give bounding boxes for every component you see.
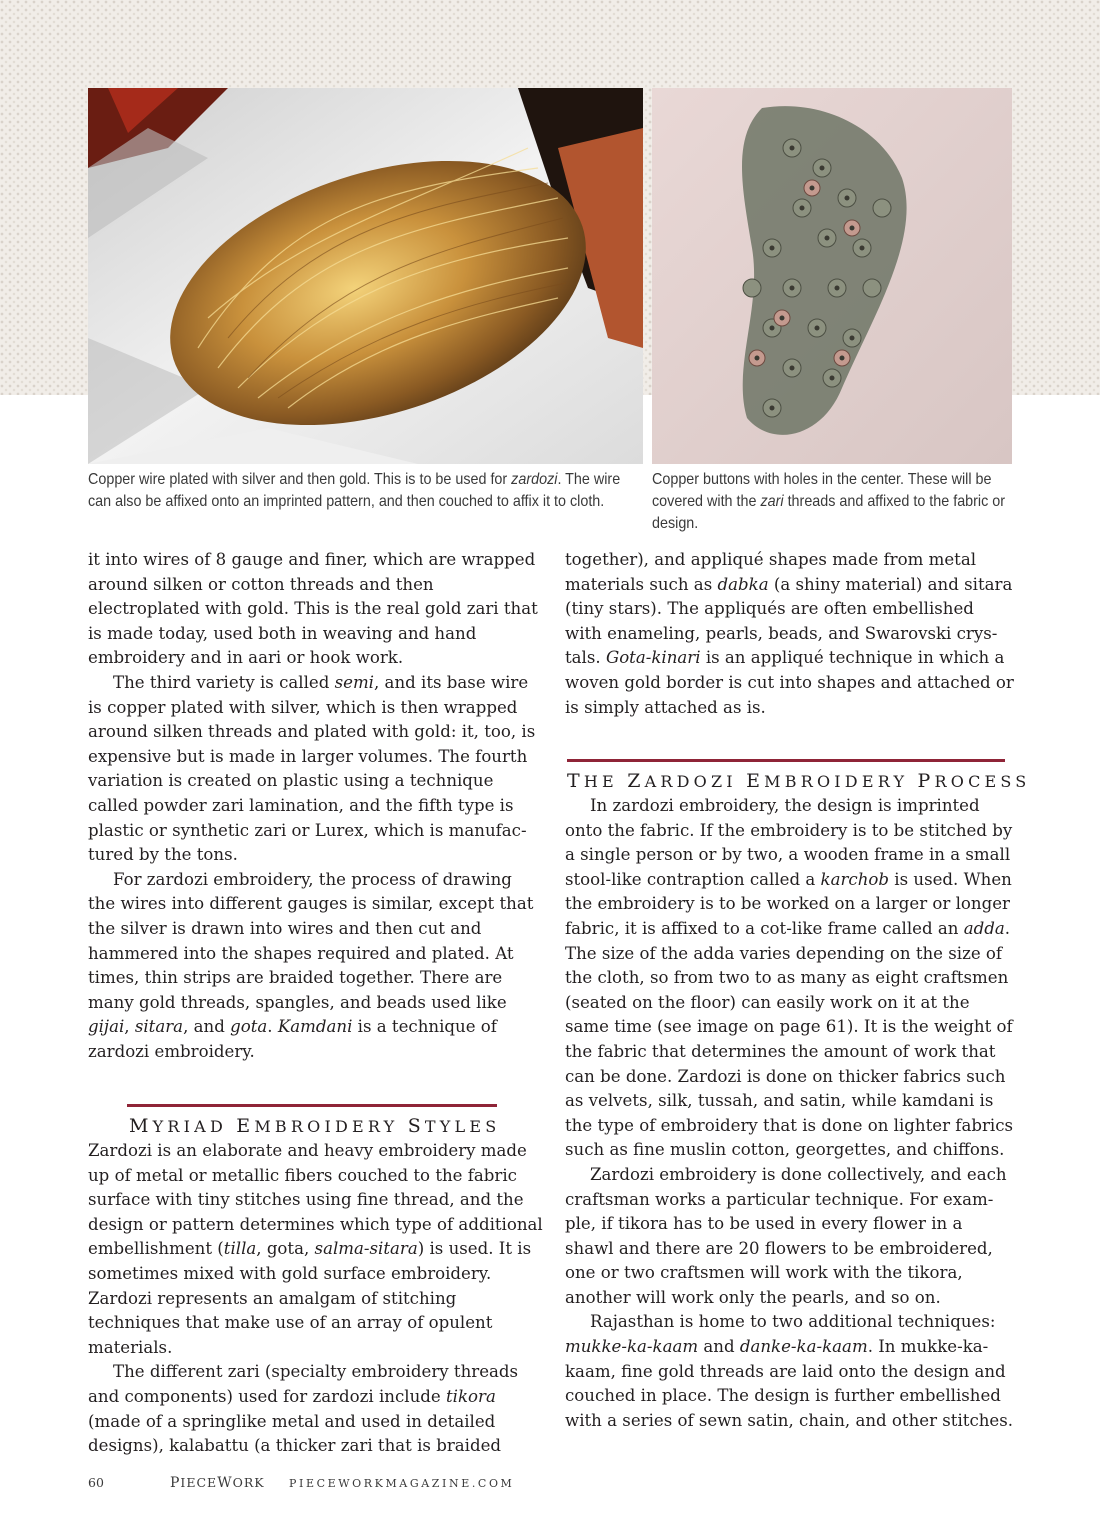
paragraph: In zardozi embroidery, the design is imprinted onto the fabric. If the embroidery is to be stitched by a single person or by two, a wooden frame in a small stool-like contraption called a karchob is used. When the embroidery is to be worked on a larger or longer fabric, it is affixed to a cot-like frame called an adda. The size of the adda varies depending on the size of the cloth, so from two to as many as eight craftsmen (seated on the floor) can easily work on it at the same time (see image on page 61). It is the weight of the fabric that determines the amount of work that can be done. Zardozi is done on thicker fabrics such as velvets, silk, tussah, and satin, while kamdani is the type of embroidery that is done on lighter fabrics such as fine muslin cotton, georgettes, and chiffons. (565, 796, 1014, 1160)
paragraph: For zardozi embroidery, the process of drawing the wires into different gauges is similar, except that the silver is drawn into wires and then cut and hammered into the shapes required and plated. At times, thin strips are braided together. There are many gold threads, spangles, and beads used like gijai, sitara, and gota. Kamdani is a technique of zardozi embroidery. (88, 869, 534, 1061)
magazine-name: PIECEWORK (170, 1475, 265, 1491)
page-number: 60 (88, 1475, 104, 1490)
paragraph: Zardozi embroidery is done collectively, and each craftsman works a particular technique. For example, if tikora has to be used in every flower in a shawl and there are 20 flowers to be embroidered, one or two craftsmen will work with the tikora, another will work only the pearls, and so on. (565, 1164, 1007, 1307)
paragraph: Rajasthan is home to two additional techniques: mukke-ka-kaam and danke-ka-kaam. In mukke-ka-kaam, fine gold threads are laid onto the design and couched in place. The design is further embellished with a series of sewn satin, chain, and other stitches. (565, 1312, 1014, 1430)
section-divider (567, 759, 1005, 762)
section-body-myriad-styles (88, 1139, 548, 1459)
left-column-text (88, 548, 543, 1064)
section-body-zardozi-process (565, 794, 1015, 1433)
section-divider (127, 1104, 497, 1107)
website-url: PIECEWORKMAGAZINE.COM (289, 1477, 515, 1490)
paragraph: The third variety is called semi, and its base wire is copper plated with silver, which is then wrapped around silken threads and plated with gold: it, too, is expensive but is made in larger volumes. The fourth variation is created on plastic using a technique called powder zari lamination, and the fifth type is plastic or synthetic zari or Lurex, which is manufactured by the tons. (88, 672, 536, 865)
section-heading-zardozi-process: THE ZARDOZI EMBROIDERY PROCESS (567, 770, 1031, 792)
paragraph: Zardozi is an elaborate and heavy embroidery made up of metal or metallic fibers couched to the fabric surface with tiny stitches using fine thread, and the design or pattern determines which type of additional embellishment (tilla, gota, salma-sitara) is used. It is sometimes mixed with gold surface embroidery. Zardozi represents an amalgam of stitching techniques that make use of an array of opulent materials. (88, 1141, 543, 1357)
paragraph: The different zari (specialty embroidery threads and components) used for zardozi include tikora (made of a springlike metal and used in detailed designs), kalabattu (a thicker zari that is braided (88, 1362, 519, 1456)
section-heading-myriad-styles: MYRIAD EMBROIDERY STYLES (129, 1115, 501, 1137)
paragraph: it into wires of 8 gauge and finer, which are wrapped around silken or cotton threads and then electroplated with gold. This is the real gold zari that is made today, used both in weaving and hand embroidery and in aari or hook work. (88, 550, 538, 668)
right-column-text (565, 548, 1015, 720)
caption-left-photo: Copper wire plated with silver and then gold. This is to be used for zardozi. The wire can also be affixed onto an imprinted pattern, and then couched to affix it to cloth. (88, 471, 621, 510)
photo-gold-zari-wire (88, 88, 643, 464)
photo-copper-buttons (652, 88, 1012, 464)
paragraph: together), and appliqué shapes made from metal materials such as dabka (a shiny material) and sitara (tiny stars). The appliqués are often embellished with enameling, pearls, beads, and Swarovski crystals. Gota-kinari is an appliqué technique in which a woven gold border is cut into shapes and attached or is simply attached as is. (565, 550, 1014, 717)
caption-right-photo: Copper buttons with holes in the center. These will be covered with the zari threads and affixed to the fabric or design. (652, 471, 1006, 532)
